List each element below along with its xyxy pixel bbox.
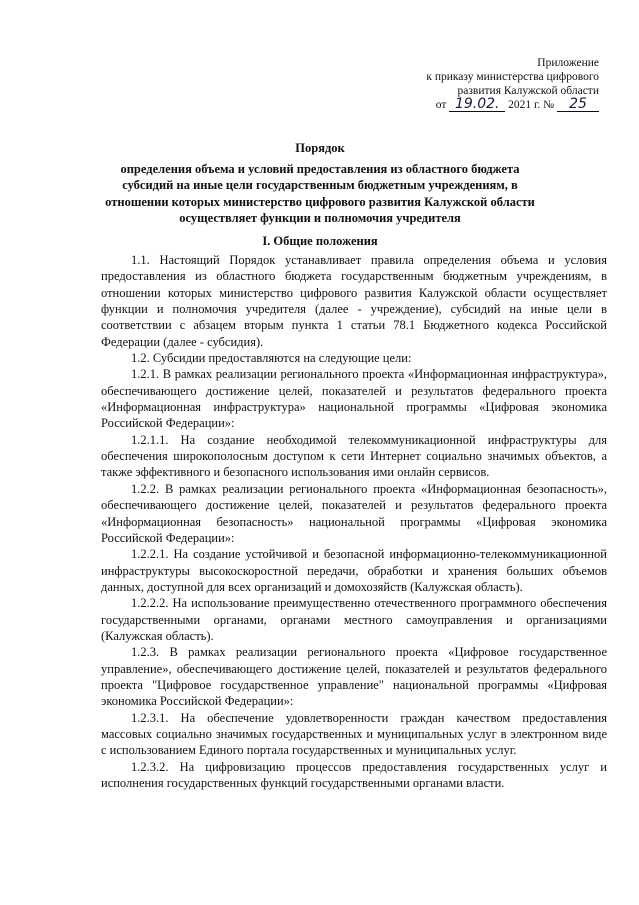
handwritten-order-number: 25 (557, 98, 599, 112)
paragraph-1-2-2: 1.2.2. В рамках реализации регионального проекта «Информационная безопасность», обеспечивающего достижение целей, показателей и результатов федерального проекта «Информационная безопасность» национальной программы «Цифровая экономика Российской Федерации»: (101, 481, 607, 545)
paragraph-1-2-2-1: 1.2.2.1. На создание устойчивой и безопасной информационно-телекоммуникационной инфраструктуры высокоскоростной передачи, обработки и хранения больших объемов данных, доступной для всех организаций и домохозяйств (Калужская область). (101, 547, 607, 594)
year-number-label: 2021 г. № (508, 99, 555, 111)
paragraph-1-1: 1.1. Настоящий Порядок устанавливает правила определения объема и условия предоставления из областного бюджета государственным бюджетным учреждениям, в отношении которых министерство цифрового развития Калужской области осуществляет функции и полномочия учредителя (далее - учреждение), субсидий на иные цели в соответствии с абзацем вторым пункта 1 статьи 78.1 Бюджетного кодекса Российской Федерации (далее - субсидия). (101, 253, 607, 349)
title-subject: определения объема и условий предоставления из областного бюджета субсидий на иные цели государственным бюджетным учреждениям, в отношении которых министерство цифрового развития Калужской области осуществляет функции и полномочия учредителя (105, 161, 535, 225)
paragraph-1-2-3: 1.2.3. В рамках реализации регионального проекта «Цифровое государственное управление», обеспечивающего достижение целей, показателей и результатов федерального проекта "Цифровое государственное управление" национальной программы «Цифровая экономика Российской Федерации»: (101, 645, 607, 709)
annex-order-ref: к приказу министерства цифрового (426, 71, 599, 83)
title-heading: Порядок (295, 141, 345, 155)
date-prefix: от (435, 99, 447, 111)
paragraph-1-2-2-2: 1.2.2.2. На использование преимущественно отечественного программного обеспечения государственными органами, органами местного самоуправления и организациями (Калужская область). (101, 596, 607, 643)
paragraph-1-2: 1.2. Субсидии предоставляются на следующие цели: (131, 351, 412, 366)
document-title (100, 140, 540, 227)
annex-ministry: развития Калужской области (457, 85, 599, 97)
paragraph-1-2-3-2: 1.2.3.2. На цифровизацию процессов предоставления государственных услуг и исполнения государственных функций государственными органами власти. (101, 759, 607, 790)
annex-block (359, 56, 599, 112)
section-heading: I. Общие положения (262, 234, 378, 248)
handwritten-date: 19.02. (449, 98, 505, 112)
paragraph-1-2-3-1: 1.2.3.1. На обеспечение удовлетворенности граждан качеством предоставления массовых социально значимых государственных и муниципальных услуг в электронном виде с использованием Единого портала государственных и муниципальных услуг. (101, 710, 607, 758)
document-body (101, 252, 607, 791)
paragraph-1-2-1-1: 1.2.1.1. На создание необходимой телекоммуникационной инфраструктуры для обеспечения широкополосным доступом к сети Интернет социально значимых объектов, а также эффективного и безопасного использования ими онлайн сервисов. (101, 432, 607, 480)
annex-title: Приложение (537, 57, 599, 69)
annex-date-line (359, 98, 599, 112)
paragraph-1-2-1: 1.2.1. В рамках реализации регионального проекта «Информационная инфраструктура», обеспечивающего достижение целей, показателей и результатов федерального проекта «Информационная инфраструктура» национальной программы «Цифровая экономика Российской Федерации»: (101, 367, 607, 431)
